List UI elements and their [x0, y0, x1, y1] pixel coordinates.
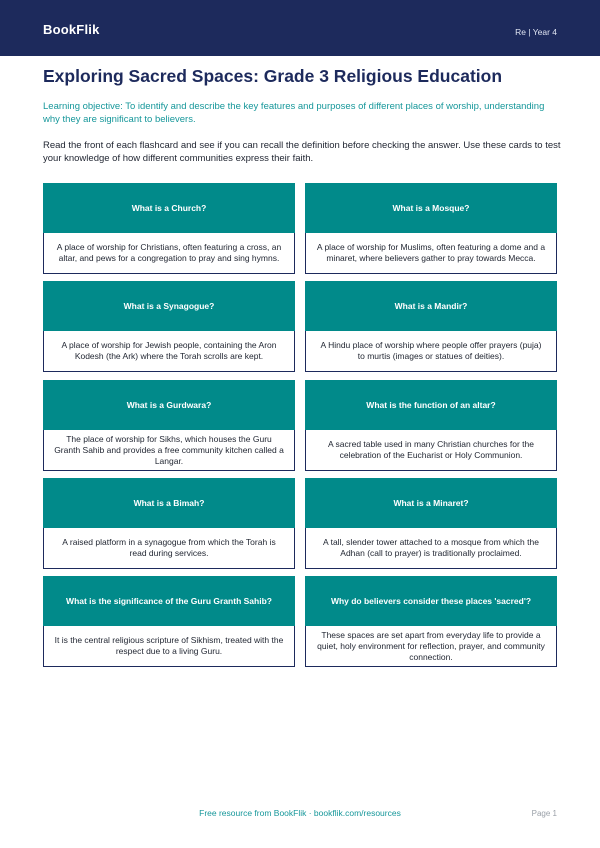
- flashcard-question: What is a Synagogue?: [43, 281, 295, 331]
- intro-text: Read the front of each flashcard and see if you can recall the definition before checking the answer. Use these cards to test your knowledge of how different communities express their faith.: [43, 140, 561, 164]
- learning-objective: Learning objective: To identify and describe the key features and purposes of different places of worship, understanding why they are significant to believers.: [43, 101, 545, 125]
- flashcard[interactable]: [305, 478, 557, 569]
- flashcard[interactable]: [43, 183, 295, 274]
- flashcard-question: What is a Minaret?: [305, 478, 557, 528]
- subject-year-label: Re | Year 4: [515, 27, 557, 37]
- flashcard-answer: The place of worship for Sikhs, which houses the Guru Granth Sahib and provides a free community kitchen called a Langar.: [54, 433, 284, 466]
- flashcard[interactable]: [305, 380, 557, 471]
- flashcard-answer: A Hindu place of worship where people offer prayers (puja) to murtis (images or statues of deities).: [320, 340, 542, 361]
- flashcard-question: What is the significance of the Guru Granth Sahib?: [43, 576, 295, 626]
- page-title: Exploring Sacred Spaces: Grade 3 Religious Education: [43, 66, 503, 86]
- flashcard[interactable]: [43, 478, 295, 569]
- flashcard-question: What is a Bimah?: [43, 478, 295, 528]
- flashcard-question: Why do believers consider these places 'sacred'?: [305, 576, 557, 626]
- flashcard-answer: A place of worship for Muslims, often featuring a dome and a minaret, where believers gather to pray towards Mecca.: [316, 242, 546, 263]
- flashcard-grid: [43, 183, 557, 669]
- flashcard-answer: A place of worship for Christians, often featuring a cross, an altar, and pews for a congregation to pray and sing hymns.: [56, 242, 282, 263]
- flashcard[interactable]: [43, 281, 295, 372]
- flashcard[interactable]: [43, 380, 295, 471]
- flashcard[interactable]: [305, 281, 557, 372]
- footer-resource-link[interactable]: Free resource from BookFlik · bookflik.com/resources: [199, 808, 401, 818]
- flashcard-question: What is a Church?: [43, 183, 295, 233]
- top-header-bar: [0, 0, 600, 56]
- flashcard-question: What is a Mosque?: [305, 183, 557, 233]
- flashcard[interactable]: [305, 183, 557, 274]
- flashcard-question: What is a Gurdwara?: [43, 380, 295, 430]
- flashcard[interactable]: [43, 576, 295, 667]
- page-number: Page 1: [531, 809, 557, 818]
- flashcard[interactable]: [305, 576, 557, 667]
- flashcard-answer: A place of worship for Jewish people, containing the Aron Kodesh (the Ark) where the Torah scrolls are kept.: [61, 340, 277, 361]
- flashcard-answer: These spaces are set apart from everyday life to provide a quiet, holy environment for reflection, prayer, and community connection.: [317, 629, 545, 662]
- flashcard-answer: A raised platform in a synagogue from which the Torah is read during services.: [62, 537, 276, 558]
- brand-logo-text[interactable]: BookFlik: [43, 22, 100, 37]
- flashcard-question: What is the function of an altar?: [305, 380, 557, 430]
- flashcard-answer: It is the central religious scripture of Sikhism, treated with the respect due to a living Guru.: [54, 635, 284, 656]
- flashcard-answer: A sacred table used in many Christian churches for the celebration of the Eucharist or Holy Communion.: [328, 439, 534, 460]
- flashcard-question: What is a Mandir?: [305, 281, 557, 331]
- flashcard-answer: A tall, slender tower attached to a mosque from which the Adhan (call to prayer) is traditionally proclaimed.: [323, 537, 539, 558]
